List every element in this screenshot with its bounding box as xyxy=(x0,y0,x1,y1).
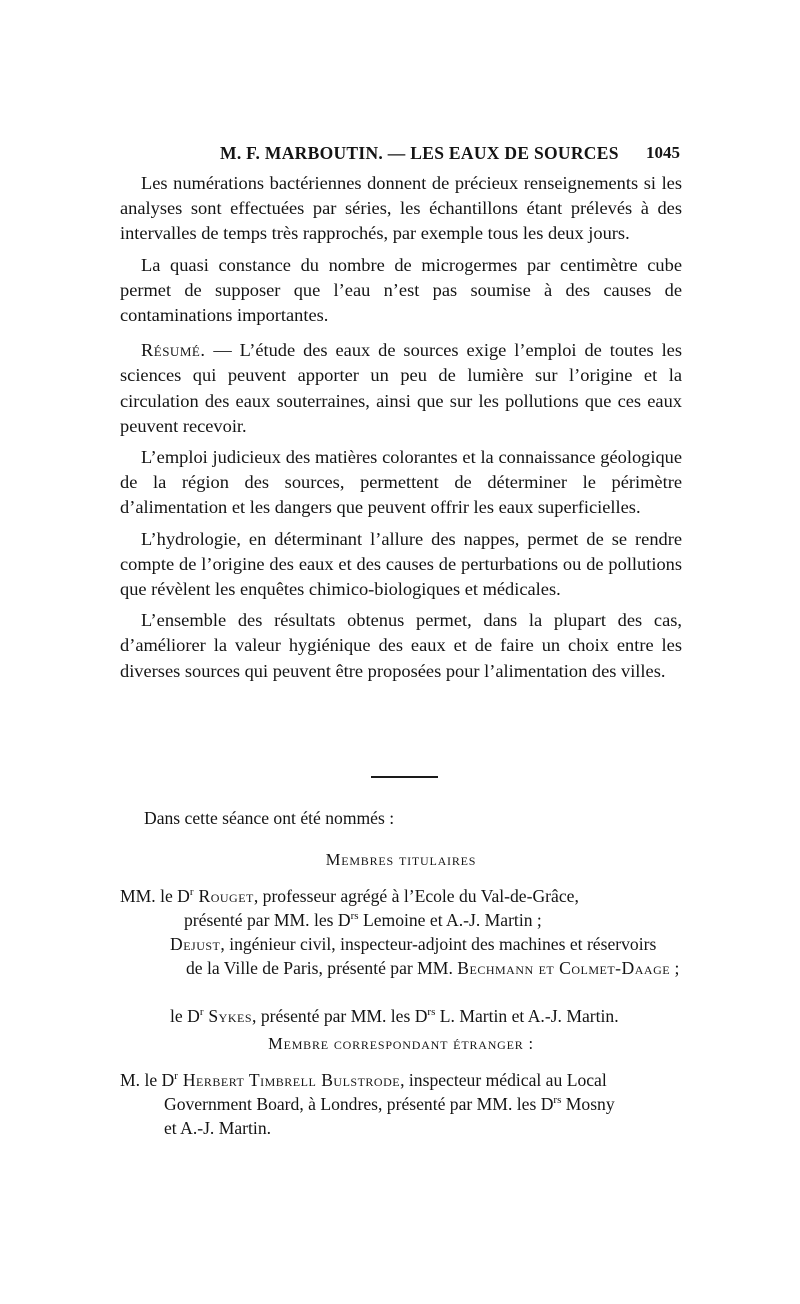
entry-text: , présenté par MM. les D xyxy=(252,1006,428,1026)
member-name: Rouget xyxy=(193,886,254,906)
entry-text: L. Martin et A.-J. Martin. xyxy=(435,1006,619,1026)
resume-label: Résumé. xyxy=(141,340,206,361)
superscript: rs xyxy=(553,1094,562,1107)
entry-text: présenté par MM. les D xyxy=(184,910,351,930)
superscript: r xyxy=(199,1006,204,1019)
paragraph: La quasi constance du nombre de microgermes par centimètre cube permet de supposer que l’eau n’est pas soumise à des causes de contaminations importantes. xyxy=(120,254,682,326)
entry-text: , ingénieur civil, inspecteur-adjoint des machines et réservoirs xyxy=(220,934,657,954)
running-head-title: M. F. MARBOUTIN. — LES EAUX DE SOURCES xyxy=(220,143,619,163)
entry-text: , professeur agrégé à l’Ecole du Val-de-Grâce, xyxy=(253,886,579,906)
sponsor-names: Bechmann et Colmet-Daage xyxy=(457,958,671,978)
page-number: 1045 xyxy=(646,143,680,162)
titulaires-heading: Membres titulaires xyxy=(325,850,477,869)
paragraph: L’emploi judicieux des matières colorantes et la connaissance géologique de la région des sources, permettent de déterminer le périmètre d’alimentation et les dangers que peuvent offrir les eaux superficielles. xyxy=(120,447,682,518)
member-entry-bulstrode xyxy=(120,1068,682,1140)
entry-text: de la Ville de Paris, présenté par MM. xyxy=(186,958,458,978)
body-text xyxy=(120,171,682,690)
entry-text: Government Board, à Londres, présenté par MM. les D xyxy=(164,1094,554,1114)
member-entry-rouget xyxy=(120,884,682,932)
paragraph: L’ensemble des résultats obtenus permet, dans la plupart des cas, d’améliorer la valeur hygiénique des eaux et de faire un choix entre les diverses sources qui peuvent être proposées pour l’alimentation des villes. xyxy=(120,610,682,681)
entry-prefix: M. le D xyxy=(120,1070,175,1090)
entry-text: , inspecteur médical au Local xyxy=(400,1070,607,1090)
superscript: r xyxy=(189,886,194,899)
correspondant-heading: Membre correspondant étranger : xyxy=(268,1034,534,1053)
entry-continuation xyxy=(120,1092,682,1116)
member-name: Sykes xyxy=(203,1006,253,1026)
entry-prefix: MM. le D xyxy=(120,886,190,906)
section-divider xyxy=(371,776,438,778)
member-name: Herbert Timbrell Bulstrode xyxy=(177,1070,401,1090)
resume-text: — L’étude des eaux de sources exige l’emploi de toutes les sciences qui peuvent apporter un peu de lumière sur l’origine et la circulation des eaux souterraines, ainsi que sur les pollutions que ces eaux peuvent recevoir. xyxy=(120,340,682,436)
superscript: rs xyxy=(427,1006,436,1019)
entry-continuation xyxy=(120,908,682,932)
entry-prefix: le D xyxy=(170,1006,200,1026)
entry-text: Lemoine et A.-J. Martin ; xyxy=(358,910,542,930)
member-entry-dejust xyxy=(170,932,682,980)
superscript: rs xyxy=(350,910,359,923)
paragraph: L’hydrologie, en déterminant l’allure des nappes, permet de se rendre compte de l’origine des eaux et des causes de perturbations ou de pollutions que révèlent les enquêtes chimico-biologiques et médicales. xyxy=(120,528,682,600)
running-head xyxy=(120,141,680,169)
paragraph: Les numérations bactériennes donnent de précieux renseignements si les analyses sont effectuées par séries, les échantillons étant prélevés à des intervalles de temps très rapprochés, par exemple tous les deux jours. xyxy=(120,173,682,244)
member-name: Dejust xyxy=(170,934,221,954)
entry-text: ; xyxy=(670,958,680,978)
entry-continuation xyxy=(170,956,682,980)
entry-continuation: et A.-J. Martin. xyxy=(164,1118,272,1138)
appointments-intro: Dans cette séance ont été nommés : xyxy=(144,808,395,828)
resume-paragraph xyxy=(120,338,682,439)
entry-text: Mosny xyxy=(561,1094,615,1114)
superscript: r xyxy=(174,1070,178,1083)
member-entry-sykes xyxy=(170,1004,682,1028)
